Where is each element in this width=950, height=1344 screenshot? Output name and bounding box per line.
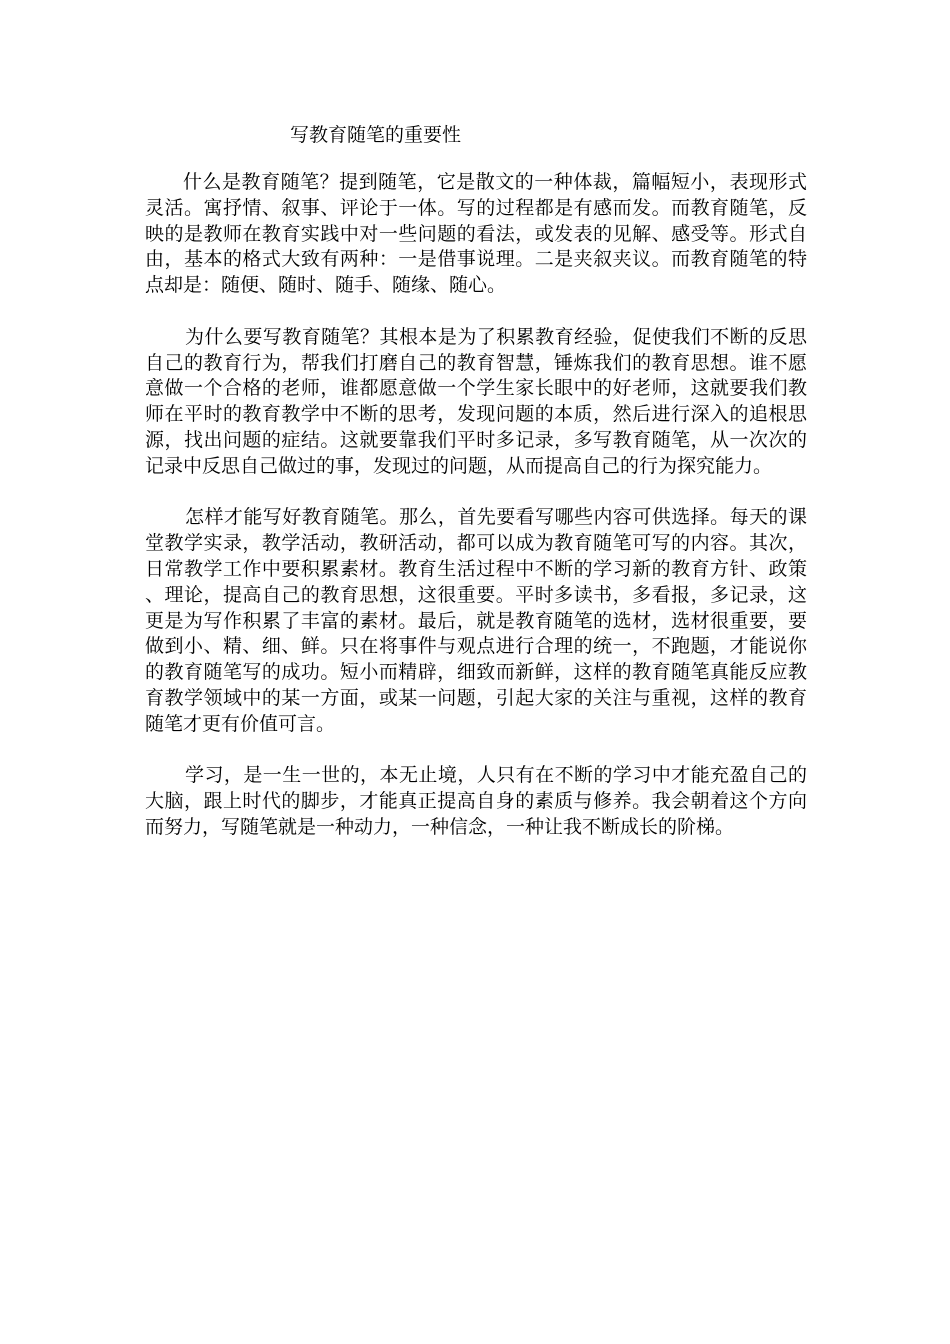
paragraph-1: 什么是教育随笔？提到随笔，它是散文的一种体裁，篇幅短小，表现形式灵活。寓抒情、叙事、评论于一体。写的过程都是有感而发。而教育随笔，反映的是教师在教育实践中对一些问题的看法，或发表的见解、感受等。形式自由，基本的格式大致有两种：一是借事说理。二是夹叙夹议。而教育随笔的特点却是：随便、随时、随手、随缘、随心。: [145, 171, 807, 297]
document-title: 写教育随笔的重要性: [290, 124, 462, 146]
paragraph-4: 学习，是一生一世的，本无止境，人只有在不断的学习中才能充盈自己的大脑，跟上时代的脚步，才能真正提高自身的素质与修养。我会朝着这个方向而努力，写随笔就是一种动力，一种信念，一种让我不断成长的阶梯。: [145, 764, 807, 838]
document-body: [145, 170, 807, 867]
paragraph-3: 怎样才能写好教育随笔。那么，首先要看写哪些内容可供选择。每天的课堂教学实录，教学活动，教研活动，都可以成为教育随笔可写的内容。其次，日常教学工作中要积累素材。教育生活过程中不断的学习新的教育方针、政策、理论，提高自己的教育思想，这很重要。平时多读书，多看报，多记录，这更是为写作积累了丰富的素材。最后，就是教育随笔的选材，选材很重要，要做到小、精、细、鲜。只在将事件与观点进行合理的统一，不跑题，才能说你的教育随笔写的成功。短小而精辟，细致而新鲜，这样的教育随笔真能反应教育教学领域中的某一方面，或某一问题，引起大家的关注与重视，这样的教育随笔才更有价值可言。: [145, 506, 807, 735]
paragraph-2: 为什么要写教育随笔？其根本是为了积累教育经验，促使我们不断的反思自己的教育行为，帮我们打磨自己的教育智慧，锤炼我们的教育思想。谁不愿意做一个合格的老师，谁都愿意做一个学生家长眼中的好老师，这就要我们教师在平时的教育教学中不断的思考，发现问题的本质，然后进行深入的追根思源，找出问题的症结。这就要靠我们平时多记录，多写教育随笔，从一次次的记录中反思自己做过的事，发现过的问题，从而提高自己的行为探究能力。: [145, 325, 807, 477]
